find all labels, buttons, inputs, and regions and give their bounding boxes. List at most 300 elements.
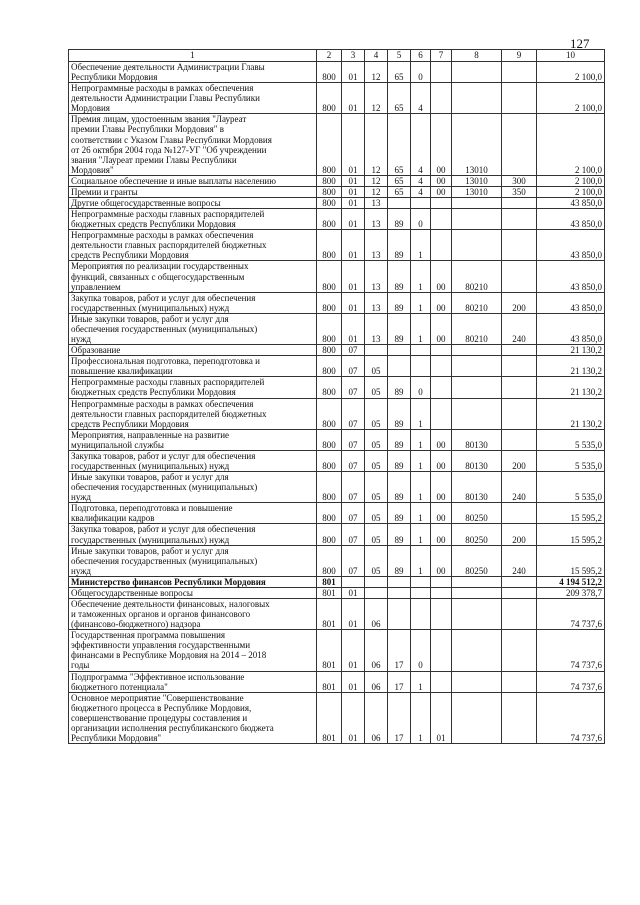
code-cell [452,356,502,377]
code-cell: 65 [388,186,411,197]
code-cell [342,576,365,587]
code-cell [452,230,502,261]
code-cell: 13 [365,292,388,313]
code-cell: 07 [342,472,365,503]
code-cell: 801 [317,630,342,671]
code-cell: 00 [431,450,452,471]
table-row [69,671,605,692]
code-cell [431,576,452,587]
table-row [69,472,605,503]
code-cell: 13010 [452,175,502,186]
code-cell [502,503,537,524]
amount-cell: 2 100,0 [537,186,605,197]
code-cell [431,356,452,377]
code-cell: 01 [342,230,365,261]
code-cell: 1 [411,671,431,692]
code-cell [452,198,502,209]
code-cell: 89 [388,472,411,503]
code-cell: 0 [411,377,431,398]
header-cell: 3 [342,50,365,62]
row-name: Общегосударственные вопросы [69,587,317,598]
code-cell [388,598,411,629]
amount-cell: 21 130,2 [537,377,605,398]
code-cell: 12 [365,83,388,114]
code-cell: 4 [411,186,431,197]
amount-cell: 5 535,0 [537,450,605,471]
row-name: Обеспечение деятельности Администрации Главы Республики Мордовия [69,62,317,83]
code-cell [502,630,537,671]
code-cell: 0 [411,209,431,230]
code-cell: 800 [317,198,342,209]
amount-cell: 43 850,0 [537,261,605,292]
code-cell: 200 [502,524,537,545]
code-cell: 800 [317,209,342,230]
code-cell: 80250 [452,503,502,524]
code-cell: 07 [342,356,365,377]
amount-cell: 43 850,0 [537,209,605,230]
amount-cell: 74 737,6 [537,671,605,692]
code-cell [452,576,502,587]
code-cell [502,598,537,629]
code-cell: 05 [365,398,388,429]
table-row [69,398,605,429]
row-name: Другие общегосударственные вопросы [69,198,317,209]
code-cell [452,692,502,743]
code-cell [502,345,537,356]
code-cell: 05 [365,429,388,450]
code-cell [452,598,502,629]
code-cell [452,209,502,230]
code-cell: 89 [388,524,411,545]
code-cell: 07 [342,450,365,471]
code-cell: 800 [317,313,342,344]
table-row [69,630,605,671]
code-cell: 4 [411,83,431,114]
code-cell [411,345,431,356]
code-cell: 12 [365,186,388,197]
header-cell: 1 [69,50,317,62]
code-cell: 06 [365,671,388,692]
row-name: Непрограммные расходы в рамках обеспечения деятельности главных распорядителей бюджетных средств Республики Мордовия [69,230,317,261]
code-cell [431,398,452,429]
code-cell: 801 [317,587,342,598]
code-cell: 13 [365,198,388,209]
code-cell: 07 [342,345,365,356]
code-cell: 13 [365,261,388,292]
code-cell: 01 [342,313,365,344]
code-cell [452,377,502,398]
code-cell: 01 [342,587,365,598]
amount-cell: 21 130,2 [537,398,605,429]
table-row [69,313,605,344]
code-cell: 89 [388,209,411,230]
code-cell [431,598,452,629]
code-cell: 01 [342,671,365,692]
code-cell: 350 [502,186,537,197]
code-cell: 800 [317,356,342,377]
code-cell [431,198,452,209]
table-row [69,83,605,114]
amount-cell: 2 100,0 [537,62,605,83]
code-cell: 89 [388,450,411,471]
code-cell [431,377,452,398]
code-cell [502,114,537,175]
row-name: Мероприятия, направленные на развитие муниципальной службы [69,429,317,450]
code-cell: 1 [411,292,431,313]
code-cell: 89 [388,313,411,344]
table-row [69,545,605,576]
code-cell: 89 [388,261,411,292]
code-cell [431,62,452,83]
code-cell: 65 [388,114,411,175]
amount-cell: 209 378,7 [537,587,605,598]
code-cell: 80210 [452,261,502,292]
code-cell [502,83,537,114]
code-cell: 0 [411,62,431,83]
code-cell: 01 [431,692,452,743]
code-cell: 07 [342,524,365,545]
row-name: Государственная программа повышения эффективности управления государственными финансами в Республике Мордовия на 2014 – 2018 годы [69,630,317,671]
code-cell: 13 [365,313,388,344]
code-cell: 89 [388,230,411,261]
code-cell [502,62,537,83]
header-cell: 8 [452,50,502,62]
header-row [69,50,605,62]
code-cell [502,671,537,692]
row-name: Образование [69,345,317,356]
code-cell: 80130 [452,429,502,450]
code-cell: 65 [388,175,411,186]
code-cell: 65 [388,83,411,114]
code-cell: 05 [365,450,388,471]
row-name: Иные закупки товаров, работ и услуг для обеспечения государственных (муниципальных) нужд [69,313,317,344]
code-cell: 80250 [452,524,502,545]
budget-table [68,49,605,744]
code-cell: 13010 [452,186,502,197]
row-name: Премия лицам, удостоенным звания "Лауреат премии Главы Республики Мордовия" в соответствии с Указом Главы Республики Мордовия от 26 октября 2004 года №127-УГ "Об учреждении звания "Лауреат премии Главы Республики Мордовия" [69,114,317,175]
amount-cell: 2 100,0 [537,83,605,114]
code-cell: 05 [365,503,388,524]
code-cell: 07 [342,545,365,576]
table-row [69,114,605,175]
code-cell: 01 [342,83,365,114]
code-cell: 01 [342,292,365,313]
code-cell: 05 [365,377,388,398]
header-cell: 2 [317,50,342,62]
table-row [69,230,605,261]
code-cell: 13010 [452,114,502,175]
code-cell [365,587,388,598]
row-name: Подпрограмма "Эффективное использование бюджетного потенциала" [69,671,317,692]
code-cell [502,692,537,743]
code-cell: 80250 [452,545,502,576]
table-row [69,450,605,471]
code-cell: 1 [411,261,431,292]
code-cell [502,198,537,209]
code-cell: 00 [431,114,452,175]
code-cell: 240 [502,313,537,344]
amount-cell: 74 737,6 [537,692,605,743]
code-cell [431,671,452,692]
code-cell: 12 [365,175,388,186]
code-cell: 00 [431,503,452,524]
code-cell [452,62,502,83]
amount-cell: 15 595,2 [537,503,605,524]
table-row [69,503,605,524]
code-cell: 01 [342,175,365,186]
row-name: Непрограммные расходы в рамках обеспечения деятельности Администрации Главы Республики Мордовия [69,83,317,114]
row-name: Подготовка, переподготовка и повышение квалификации кадров [69,503,317,524]
code-cell: 01 [342,692,365,743]
amount-cell: 43 850,0 [537,230,605,261]
table-row [69,261,605,292]
amount-cell: 74 737,6 [537,630,605,671]
code-cell: 80130 [452,450,502,471]
code-cell [365,576,388,587]
code-cell: 00 [431,186,452,197]
code-cell [388,345,411,356]
code-cell [502,230,537,261]
row-name: Основное мероприятие "Совершенствование бюджетного процесса в Республике Мордовия, совершенствование процедуры составления и организации исполнения республиканского бюджета Республики Мордовия" [69,692,317,743]
header-cell: 7 [431,50,452,62]
code-cell: 89 [388,292,411,313]
code-cell: 1 [411,450,431,471]
code-cell [452,345,502,356]
code-cell: 800 [317,545,342,576]
code-cell: 01 [342,114,365,175]
amount-cell: 2 100,0 [537,175,605,186]
code-cell [431,630,452,671]
code-cell: 800 [317,503,342,524]
code-cell: 00 [431,175,452,186]
code-cell: 240 [502,545,537,576]
table-row [69,198,605,209]
code-cell [411,576,431,587]
code-cell [502,398,537,429]
code-cell: 800 [317,450,342,471]
amount-cell: 43 850,0 [537,198,605,209]
code-cell: 80210 [452,313,502,344]
code-cell [452,398,502,429]
code-cell [431,345,452,356]
code-cell: 07 [342,398,365,429]
code-cell [452,83,502,114]
code-cell: 800 [317,429,342,450]
code-cell: 89 [388,545,411,576]
code-cell [388,587,411,598]
code-cell [502,261,537,292]
code-cell: 800 [317,345,342,356]
code-cell: 801 [317,671,342,692]
code-cell [452,587,502,598]
code-cell: 01 [342,198,365,209]
amount-cell: 15 595,2 [537,545,605,576]
code-cell: 300 [502,175,537,186]
code-cell [502,587,537,598]
code-cell: 01 [342,630,365,671]
amount-cell: 2 100,0 [537,114,605,175]
table-row [69,292,605,313]
row-name: Обеспечение деятельности финансовых, налоговых и таможенных органов и органов финансового (финансово-бюджетного) надзора [69,598,317,629]
row-name: Закупка товаров, работ и услуг для обеспечения государственных (муниципальных) нужд [69,292,317,313]
table-row [69,345,605,356]
code-cell: 13 [365,230,388,261]
row-name: Закупка товаров, работ и услуг для обеспечения государственных (муниципальных) нужд [69,524,317,545]
table-row [69,62,605,83]
code-cell [502,576,537,587]
code-cell: 80210 [452,292,502,313]
code-cell: 1 [411,398,431,429]
code-cell: 05 [365,545,388,576]
code-cell: 89 [388,503,411,524]
code-cell: 240 [502,472,537,503]
code-cell: 01 [342,186,365,197]
table-row [69,186,605,197]
table-row [69,576,605,587]
code-cell: 01 [342,209,365,230]
code-cell: 4 [411,114,431,175]
code-cell: 07 [342,503,365,524]
header-cell: 9 [502,50,537,62]
row-name: Непрограммные расходы главных распорядителей бюджетных средств Республики Мордовия [69,377,317,398]
amount-cell: 21 130,2 [537,345,605,356]
code-cell: 800 [317,114,342,175]
code-cell: 05 [365,472,388,503]
row-name: Министерство финансов Республики Мордовия [69,576,317,587]
code-cell: 89 [388,377,411,398]
code-cell: 89 [388,398,411,429]
code-cell: 65 [388,62,411,83]
code-cell [502,356,537,377]
code-cell [411,587,431,598]
code-cell: 800 [317,175,342,186]
code-cell: 00 [431,524,452,545]
code-cell: 800 [317,524,342,545]
table-row [69,377,605,398]
code-cell [388,576,411,587]
code-cell: 801 [317,576,342,587]
code-cell: 800 [317,292,342,313]
row-name: Социальное обеспечение и иные выплаты населению [69,175,317,186]
code-cell [431,230,452,261]
code-cell: 01 [342,62,365,83]
table-row [69,429,605,450]
code-cell: 200 [502,292,537,313]
header-cell: 4 [365,50,388,62]
code-cell [411,598,431,629]
code-cell: 1 [411,503,431,524]
code-cell: 4 [411,175,431,186]
table-row [69,692,605,743]
code-cell: 00 [431,472,452,503]
table-row [69,598,605,629]
code-cell: 00 [431,313,452,344]
code-cell: 06 [365,598,388,629]
table-row [69,356,605,377]
code-cell: 07 [342,429,365,450]
table-row [69,587,605,598]
code-cell: 89 [388,429,411,450]
code-cell: 00 [431,261,452,292]
code-cell [452,630,502,671]
code-cell: 17 [388,630,411,671]
code-cell: 00 [431,429,452,450]
code-cell: 1 [411,429,431,450]
row-name: Непрограммные расходы главных распорядителей бюджетных средств Республики Мордовия [69,209,317,230]
code-cell: 801 [317,598,342,629]
code-cell [502,377,537,398]
table-row [69,209,605,230]
code-cell: 1 [411,230,431,261]
amount-cell: 4 194 512,2 [537,576,605,587]
code-cell: 00 [431,545,452,576]
code-cell: 12 [365,114,388,175]
code-cell: 80130 [452,472,502,503]
code-cell: 800 [317,472,342,503]
code-cell: 800 [317,261,342,292]
amount-cell: 74 737,6 [537,598,605,629]
row-name: Мероприятия по реализации государственных функций, связанных с общегосударственным управлением [69,261,317,292]
code-cell: 800 [317,83,342,114]
code-cell: 1 [411,472,431,503]
amount-cell: 43 850,0 [537,313,605,344]
code-cell: 800 [317,62,342,83]
code-cell: 17 [388,692,411,743]
page-number: 127 [570,36,590,51]
amount-cell: 5 535,0 [537,472,605,503]
row-name: Премии и гранты [69,186,317,197]
code-cell [388,356,411,377]
code-cell [431,83,452,114]
code-cell: 1 [411,545,431,576]
code-cell [411,356,431,377]
header-cell: 10 [537,50,605,62]
row-name: Непрограммные расходы в рамках обеспечения деятельности главных распорядителей бюджетных средств Республики Мордовия [69,398,317,429]
code-cell: 01 [342,598,365,629]
code-cell: 12 [365,62,388,83]
header-cell: 6 [411,50,431,62]
code-cell: 1 [411,524,431,545]
code-cell: 13 [365,209,388,230]
code-cell: 07 [342,377,365,398]
code-cell: 17 [388,671,411,692]
row-name: Профессиональная подготовка, переподготовка и повышение квалификации [69,356,317,377]
code-cell: 06 [365,692,388,743]
code-cell [502,209,537,230]
table-row [69,524,605,545]
code-cell: 05 [365,356,388,377]
amount-cell: 15 595,2 [537,524,605,545]
code-cell: 801 [317,692,342,743]
code-cell: 800 [317,186,342,197]
code-cell: 00 [431,292,452,313]
code-cell: 800 [317,398,342,429]
code-cell [388,198,411,209]
amount-cell: 5 535,0 [537,429,605,450]
code-cell [431,587,452,598]
code-cell [502,429,537,450]
code-cell: 800 [317,377,342,398]
code-cell: 0 [411,630,431,671]
code-cell [411,198,431,209]
code-cell: 01 [342,261,365,292]
amount-cell: 43 850,0 [537,292,605,313]
amount-cell: 21 130,2 [537,356,605,377]
code-cell [431,209,452,230]
code-cell [452,671,502,692]
row-name: Закупка товаров, работ и услуг для обеспечения государственных (муниципальных) нужд [69,450,317,471]
code-cell: 800 [317,230,342,261]
